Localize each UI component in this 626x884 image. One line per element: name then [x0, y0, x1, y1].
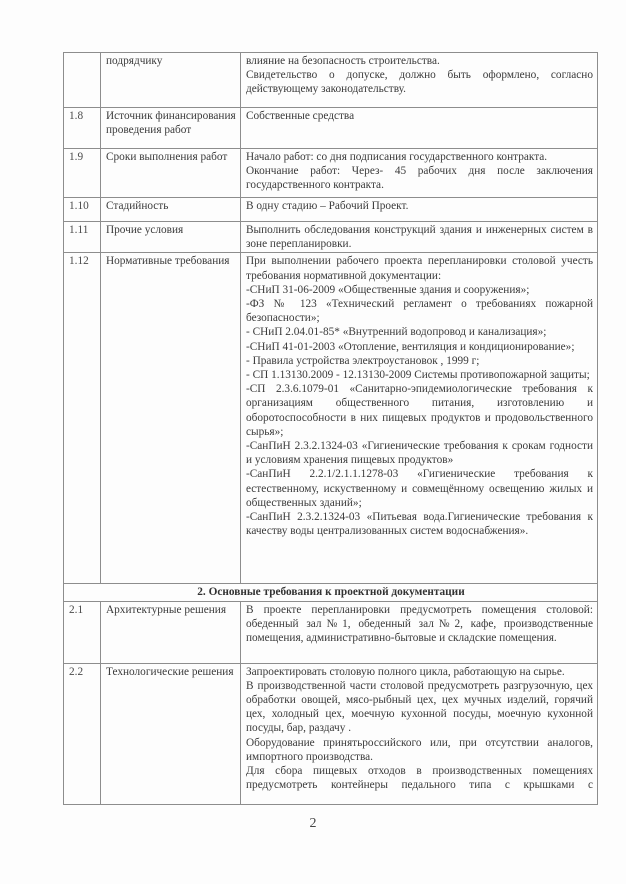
row-label: Сроки выполнения работ: [101, 149, 241, 198]
table-row: [64, 198, 598, 222]
row-number: 2.1: [64, 601, 101, 663]
table-row: [64, 53, 598, 108]
row-label: Архитектурные решения: [101, 601, 241, 663]
row-number: 1.11: [64, 222, 101, 253]
row-label: Стадийность: [101, 198, 241, 222]
section-title: 2. Основные требования к проектной документации: [64, 584, 598, 601]
row-label: Технологические решения: [101, 663, 241, 804]
row-content: Начало работ: со дня подписания государственного контракта. Окончание работ: Через- 45 рабочих дня после заключения государственного контракта.: [241, 149, 598, 198]
table-row: [64, 663, 598, 804]
row-label: Прочие условия: [101, 222, 241, 253]
row-label: Источник финансирования проведения работ: [101, 108, 241, 149]
row-number: 1.9: [64, 149, 101, 198]
row-content: В одну стадию – Рабочий Проект.: [241, 198, 598, 222]
table-row: [64, 149, 598, 198]
specification-table: [63, 52, 598, 805]
table-row: [64, 108, 598, 149]
table-row: [64, 222, 598, 253]
row-number: 2.2: [64, 663, 101, 804]
table-row: [64, 253, 598, 584]
row-content: В проекте перепланировки предусмотреть помещения столовой: обеденный зал№1, обеденный зал№2, кафе, производственные помещения, административно-бытовые и складские помещения.: [241, 601, 598, 663]
row-number: [64, 53, 101, 108]
section-header-row: [64, 584, 598, 601]
row-label: Нормативные требования: [101, 253, 241, 584]
row-label: подрядчику: [101, 53, 241, 108]
row-content: Запроектировать столовую полного цикла, работающую на сырье. В производственной части столовой предусмотреть разгрузочную, цех обработки овощей, мясо-рыбный цех, цех мучных изделий, горячий цех, холодный цех, моечную кухонной посуды, моечную кухонной посуды, бар, раздачу . Оборудование принятьроссийского или, при отсутствии аналогов, импортного производства. Для сбора пищевых отходов в производственных помещениях предусмотреть контейнеры педального типа с крышками с: [241, 663, 598, 804]
row-number: 1.10: [64, 198, 101, 222]
row-content: Собственные средства: [241, 108, 598, 149]
row-content: влияние на безопасность строительства. Свидетельство о допуске, должно быть оформлено, согласно действующему законодательству.: [241, 53, 598, 108]
row-content: При выполнении рабочего проекта перепланировки столовой учесть требования нормативной документации: -СНиП 31-06-2009 «Общественные здания и сооружения»; -ФЗ № 123 «Технический регламент о требованиях пожарной безопасности»; - СНиП 2.04.01-85* «Внутренний водопровод и канализация»; -СНиП 41-01-2003 «Отопление, вентиляция и кондиционирование»; - Правила устройства электроустановок , 1999 г; - СП 1.13130.2009 - 12.13130-2009 Системы противопожарной защиты; -СП 2.3.6.1079-01 «Санитарно-эпидемиологические требования к организациям общественного питания, изготовлению и оборотоспособности в них пищевых продуктов и продовольственного сырья»; -СанПиН 2.3.2.1324-03 «Гигиенические требования к срокам годности и условиям хранения пищевых продуктов» -СанПиН 2.2.1/2.1.1.1278-03 «Гигиенические требования к естественному, искуственному и совмещённому освещению жилых и общественных зданий»; -СанПиН 2.3.2.1324-03 «Питьевая вода.Гигиенические требования к качеству воды централизованных систем водоснабжения».: [241, 253, 598, 584]
row-content: Выполнить обследования конструкций здания и инженерных систем в зоне перепланировки.: [241, 222, 598, 253]
row-number: 1.8: [64, 108, 101, 149]
row-number: 1.12: [64, 253, 101, 584]
table-row: [64, 601, 598, 663]
page-number: 2: [309, 816, 317, 831]
